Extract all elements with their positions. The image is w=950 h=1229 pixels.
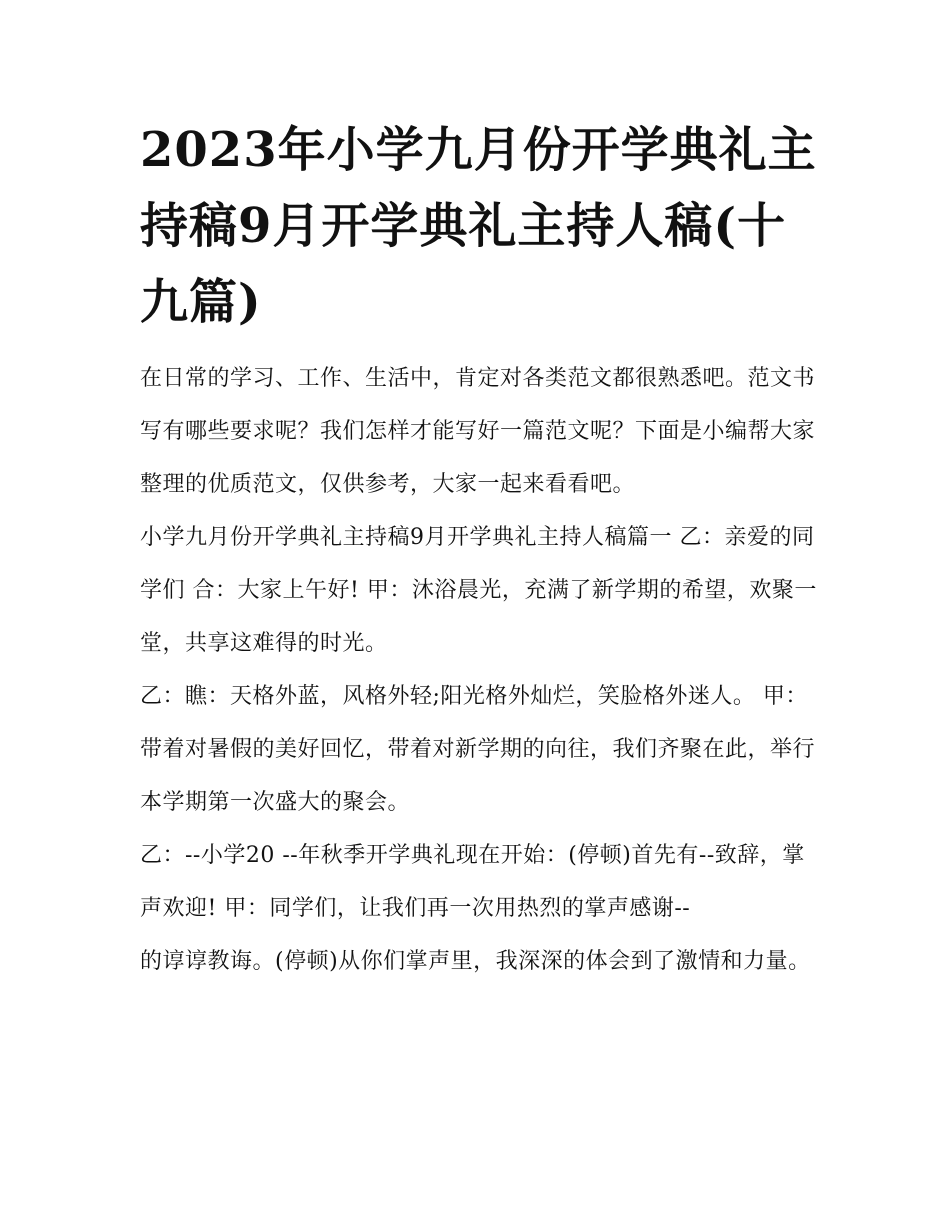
paragraph-opening: 小学九月份开学典礼主持稿9月开学典礼主持人稿篇一 乙：亲爱的同学们 合：大家上午好! 甲：沐浴晨光，充满了新学期的希望，欢聚一堂，共享这难得的时光。 (140, 525, 817, 656)
paragraph-thanks: 的谆谆教诲。(停顿)从你们掌声里，我深深的体会到了激情和力量。 (140, 949, 811, 974)
document-title: 2023年小学九月份开学典礼主持稿9月开学典礼主持人稿(十九篇) (140, 122, 817, 330)
document-body (140, 352, 820, 988)
paragraph-intro: 在日常的学习、工作、生活中，肯定对各类范文都很熟悉吧。范文书写有哪些要求呢？我们怎样才能写好一篇范文呢？下面是小编帮大家整理的优质范文，仅供参考，大家一起来看看吧。 (140, 366, 816, 497)
paragraph-greeting: 乙：瞧：天格外蓝，风格外轻;阳光格外灿烂，笑脸格外迷人。 甲：带着对暑假的美好回忆，带着对新学期的向往，我们齐聚在此，举行本学期第一次盛大的聚会。 (140, 684, 816, 815)
paragraph-ceremony-start: 乙：--小学20 --年秋季开学典礼现在开始：(停顿)首先有--致辞，掌声欢迎! 甲：同学们，让我们再一次用热烈的掌声感谢-- (140, 843, 805, 921)
